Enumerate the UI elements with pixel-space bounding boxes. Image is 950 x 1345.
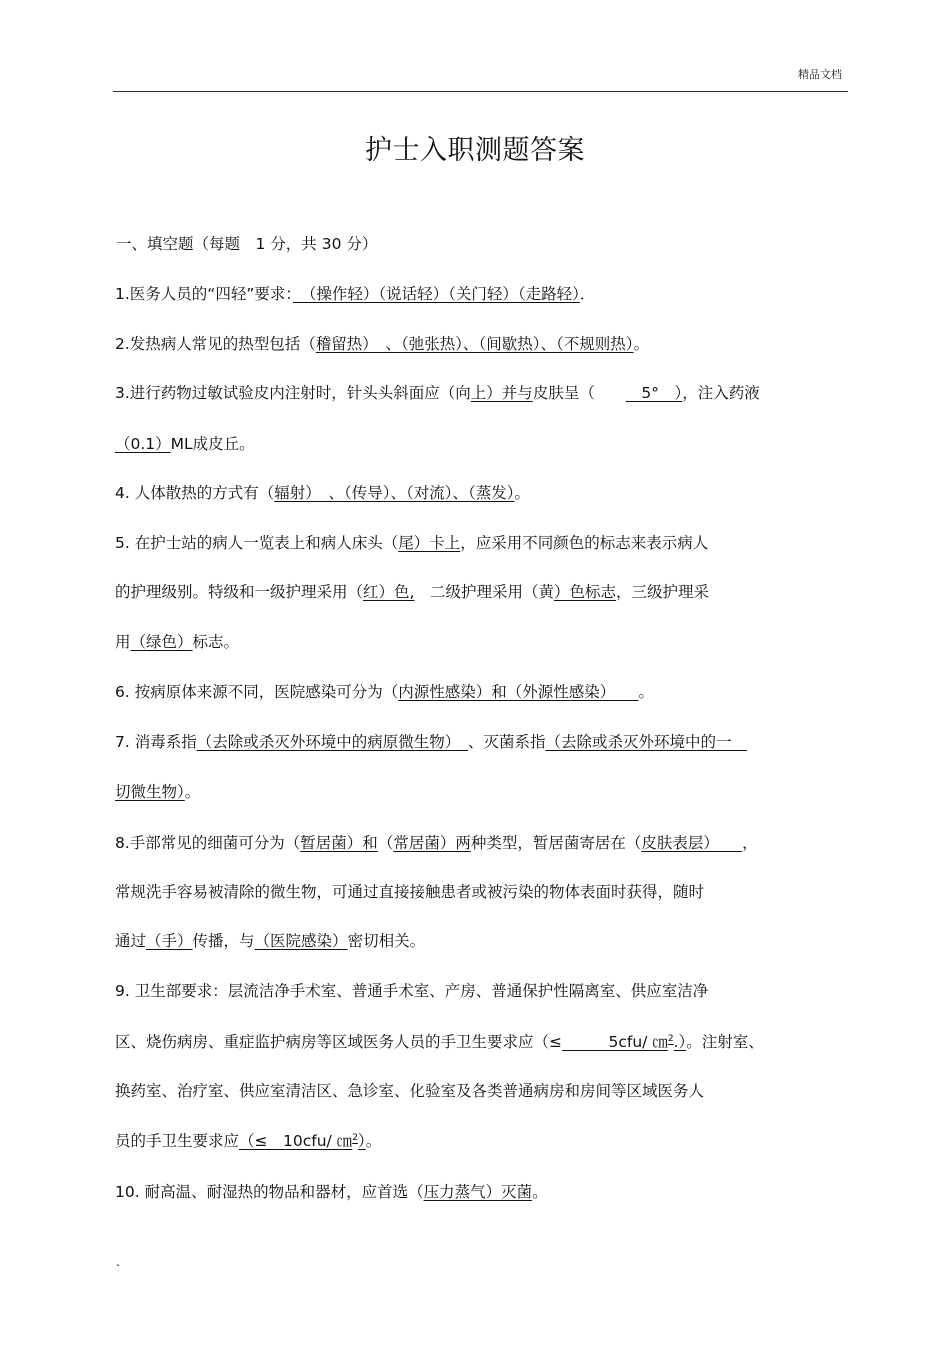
question-text: 4. 人体散热的方式有（ — [115, 484, 275, 502]
question-line — [115, 880, 704, 902]
question-line — [115, 531, 708, 553]
question-line — [115, 282, 595, 304]
question-text: 2.发热病人常见的热型包括（ — [115, 335, 316, 353]
question-text: 。注射室、 — [686, 1033, 764, 1051]
question-line — [115, 1129, 381, 1151]
question-text: 标志。 — [192, 633, 240, 651]
question-line — [115, 1030, 764, 1052]
question-text: 用 — [115, 633, 131, 651]
question-text: ML成皮丘。 — [170, 435, 255, 453]
question-text: 种类型，暂居菌寄居在（ — [470, 834, 642, 852]
question-line — [115, 1180, 548, 1202]
answer-text: （医院感染） — [254, 932, 348, 950]
question-text: 5. 在护士站的病人一览表上和病人床头（ — [115, 534, 399, 552]
question-text: 换药室、治疗室、供应室清洁区、急诊室、化验室及各类普通病房和房间等区域医务人 — [115, 1082, 705, 1100]
question-text: 。 — [514, 484, 530, 502]
question-text: （ — [377, 834, 394, 852]
question-text: 9. 卫生部要求：层流洁净手术室、普通手术室、产房、普通保护性隔离室、供应室洁净 — [115, 982, 709, 1000]
answer-text: 红）色, — [363, 583, 415, 601]
answer-text: （≤ 10cfu/ ㎝ — [239, 1132, 353, 1150]
question-line — [115, 381, 760, 403]
question-text: ． — [579, 285, 596, 303]
answer-text: 5cfu/ ㎝ — [562, 1033, 668, 1051]
question-text: 。 — [532, 1183, 548, 1201]
answer-text: 辐射） 、（传导）、（对流）、（蒸发） — [274, 484, 515, 502]
question-line — [115, 481, 530, 503]
question-text: 6. 按病原体来源不同，医院感染可分为（ — [115, 683, 399, 701]
question-text: 皮肤呈（ — [532, 384, 626, 402]
document-title: 护士入职测题答案 — [365, 135, 585, 166]
answer-text: .） — [673, 1033, 687, 1051]
answer-text: 5° ） — [625, 384, 683, 402]
header-divider — [113, 91, 848, 92]
question-text: 。 — [365, 1132, 382, 1150]
question-line — [115, 780, 200, 802]
question-text: 。 — [638, 683, 654, 701]
question-line — [115, 630, 239, 652]
question-line — [115, 680, 654, 702]
answer-text: 皮肤表层） — [641, 834, 743, 852]
question-line — [115, 1079, 704, 1101]
answer-text: ） — [357, 1132, 366, 1150]
question-text: 、灭菌系指 — [467, 733, 546, 751]
answer-text: 尾）卡上 — [398, 534, 461, 552]
question-text: 传播，与 — [192, 932, 255, 950]
question-text: 1.医务人员的“四轻”要求： — [115, 285, 294, 303]
answer-text: （手） — [146, 932, 193, 950]
answer-text: 2 — [352, 1132, 358, 1143]
question-text: ，三级护理采 — [615, 583, 709, 601]
question-line — [115, 831, 758, 853]
answer-text: （去除或杀灭外环境中的一 — [545, 733, 748, 751]
question-text: 3.进行药物过敏试验皮内注射时，针头头斜面应（向 — [115, 384, 471, 402]
question-text: 10. 耐高温、耐湿热的物品和器材，应首选（ — [115, 1183, 424, 1201]
question-text: ，应采用不同颜色的标志来表示病人 — [460, 534, 709, 552]
answer-text: 常居菌）两 — [393, 834, 471, 852]
footer-mark: . — [116, 1255, 120, 1269]
question-text: 7. 消毒系指 — [115, 733, 197, 751]
question-line — [115, 432, 255, 454]
answer-text: 切微生物） — [115, 783, 185, 801]
question-text: 二级护理采用（黄 — [414, 583, 554, 601]
question-text: 密切相关。 — [347, 932, 426, 950]
question-text: ， — [742, 834, 758, 852]
question-text: 员的手卫生要求应 — [115, 1132, 240, 1150]
answer-text: （绿色） — [130, 633, 193, 651]
page-header-label: 精品文档 — [798, 68, 842, 81]
answer-text: 上）并与 — [470, 384, 533, 402]
question-line — [115, 929, 425, 951]
section-heading: 一、填空题（每题 1 分，共 30 分） — [116, 235, 378, 253]
question-text: 。 — [633, 335, 650, 353]
question-text: 8.手部常见的细菌可分为（ — [115, 834, 301, 852]
question-text: 。 — [184, 783, 201, 801]
question-line — [115, 332, 649, 354]
question-text: 常规洗手容易被清除的微生物，可通过直接接触患者或被污染的物体表面时获得，随时 — [115, 883, 705, 901]
answer-text: 压力蒸气）灭菌 — [423, 1183, 533, 1201]
answer-text: 暂居菌）和 — [300, 834, 378, 852]
answer-text: （操作轻）（说话轻）（关门轻）（走路轻） — [293, 285, 580, 303]
answer-text: ）色标志 — [553, 583, 616, 601]
question-text: ，注入药液 — [682, 384, 760, 402]
question-text: 区、烧伤病房、重症监护病房等区域医务人员的手卫生要求应（≤ — [115, 1033, 562, 1051]
answer-text: 2 — [667, 1033, 674, 1044]
question-text: 通过 — [115, 932, 147, 950]
answer-text: （去除或杀灭外环境中的病原微生物） — [196, 733, 468, 751]
question-line — [115, 730, 747, 752]
question-line — [115, 580, 709, 602]
answer-text: 稽留热） 、（弛张热）、（间歇热）、（不规则热） — [315, 335, 634, 353]
answer-text: （0.1） — [115, 435, 171, 453]
question-text: 的护理级别。特级和一级护理采用（ — [115, 583, 364, 601]
question-line — [115, 979, 708, 1001]
answer-text: 内源性感染）和（外源性感染） — [398, 683, 639, 701]
